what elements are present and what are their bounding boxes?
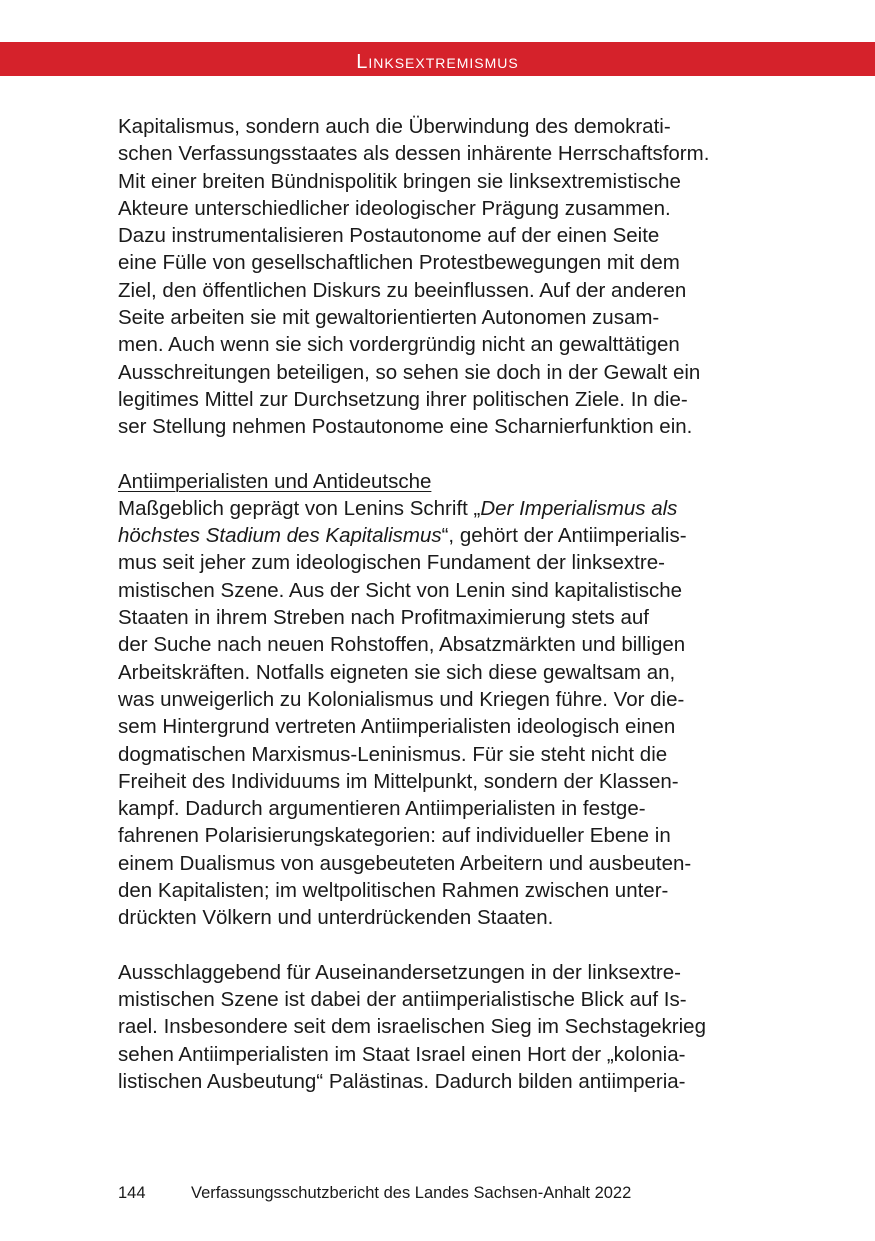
page-body: [118, 113, 758, 1095]
text-line: Dazu instrumentalisieren Postautonome auf der einen Seite: [118, 224, 660, 248]
text-line: Kapitalismus, sondern auch die Überwindung des demokrati-: [118, 115, 671, 138]
paragraph-postautonome: [118, 113, 758, 441]
chapter-header-bar: [0, 42, 875, 76]
text-line: Ausschreitungen beteiligen, so sehen sie doch in der Gewalt ein: [118, 360, 701, 384]
text-line: einem Dualismus von ausgebeuteten Arbeitern und ausbeuten-: [118, 851, 692, 875]
text-line: drückten Völkern und unterdrückenden Staaten.: [118, 906, 554, 930]
text-run: Maßgeblich geprägt von Lenins Schrift „: [118, 496, 481, 520]
publication-title: Verfassungsschutzbericht des Landes Sachsen-Anhalt 2022: [191, 1184, 632, 1202]
text-line: Ziel, den öffentlichen Diskurs zu beeinflussen. Auf der anderen: [118, 278, 687, 302]
text-line: sehen Antiimperialisten im Staat Israel einen Hort der „kolonia-: [118, 1042, 686, 1066]
text-line: rael. Insbesondere seit dem israelischen Sieg im Sechstagekrieg: [118, 1015, 706, 1039]
paragraph-spacer: [118, 932, 758, 959]
text-line: Seite arbeiten sie mit gewaltorientierten Autonomen zusam-: [118, 306, 660, 330]
text-line: fahrenen Polarisierungskategorien: auf individueller Ebene in: [118, 824, 671, 848]
text-line: [118, 522, 758, 549]
text-line: den Kapitalisten; im weltpolitischen Rahmen zwischen unter-: [118, 879, 669, 903]
text-line: sem Hintergrund vertreten Antiimperialisten ideologisch einen: [118, 715, 676, 739]
text-line: Freiheit des Individuums im Mittelpunkt, sondern der Klassen-: [118, 769, 679, 793]
text-line: der Suche nach neuen Rohstoffen, Absatzmärkten und billigen: [118, 633, 686, 657]
text-line: schen Verfassungsstaates als dessen inhärente Herrschaftsform.: [118, 142, 710, 166]
text-line: was unweigerlich zu Kolonialismus und Kriegen führe. Vor die-: [118, 687, 685, 711]
book-title-part1: Der Imperialismus als: [480, 496, 678, 520]
text-line: men. Auch wenn sie sich vordergründig nicht an gewalttätigen: [118, 333, 680, 357]
book-title-part2: höchstes Stadium des Kapitalismus: [118, 524, 442, 548]
page-footer: [118, 1183, 631, 1203]
text-line: Arbeitskräften. Notfalls eigneten sie sich diese gewaltsam an,: [118, 660, 676, 684]
text-line: Staaten in ihrem Streben nach Profitmaximierung stets auf: [118, 606, 649, 630]
text-line: mistischen Szene ist dabei der antiimperialistische Blick auf Is-: [118, 987, 687, 1011]
text-line: legitimes Mittel zur Durchsetzung ihrer politischen Ziele. In die-: [118, 387, 688, 411]
text-line: mus seit jeher zum ideologischen Fundament der linksextre-: [118, 551, 665, 575]
text-line: Mit einer breiten Bündnispolitik bringen sie linksextremistische: [118, 169, 681, 193]
page-number: 144: [118, 1184, 146, 1202]
section-heading: Antiimperialisten und Antideutsche: [118, 469, 432, 493]
section-heading-line: [118, 468, 758, 495]
text-line: Ausschlaggebend für Auseinandersetzungen in der linksextre-: [118, 960, 681, 984]
paragraph-israel: [118, 959, 758, 1095]
paragraph-spacer: [118, 441, 758, 468]
text-line: kampf. Dadurch argumentieren Antiimperialisten in festge-: [118, 797, 646, 821]
text-run: “, gehört der Antiimperialis-: [441, 524, 687, 548]
text-line: listischen Ausbeutung“ Palästinas. Dadurch bilden antiimperia-: [118, 1069, 686, 1093]
text-line: dogmatischen Marxismus-Leninismus. Für sie steht nicht die: [118, 742, 668, 766]
text-line: ser Stellung nehmen Postautonome eine Scharnierfunktion ein.: [118, 415, 693, 439]
text-line: Akteure unterschiedlicher ideologischer Prägung zusammen.: [118, 196, 671, 220]
text-line: [118, 495, 758, 522]
section-antiimperialisten: [118, 468, 758, 932]
text-line: mistischen Szene. Aus der Sicht von Lenin sind kapitalistische: [118, 578, 683, 602]
chapter-title: Linksextremismus: [356, 51, 519, 73]
text-line: eine Fülle von gesellschaftlichen Protestbewegungen mit dem: [118, 251, 680, 275]
